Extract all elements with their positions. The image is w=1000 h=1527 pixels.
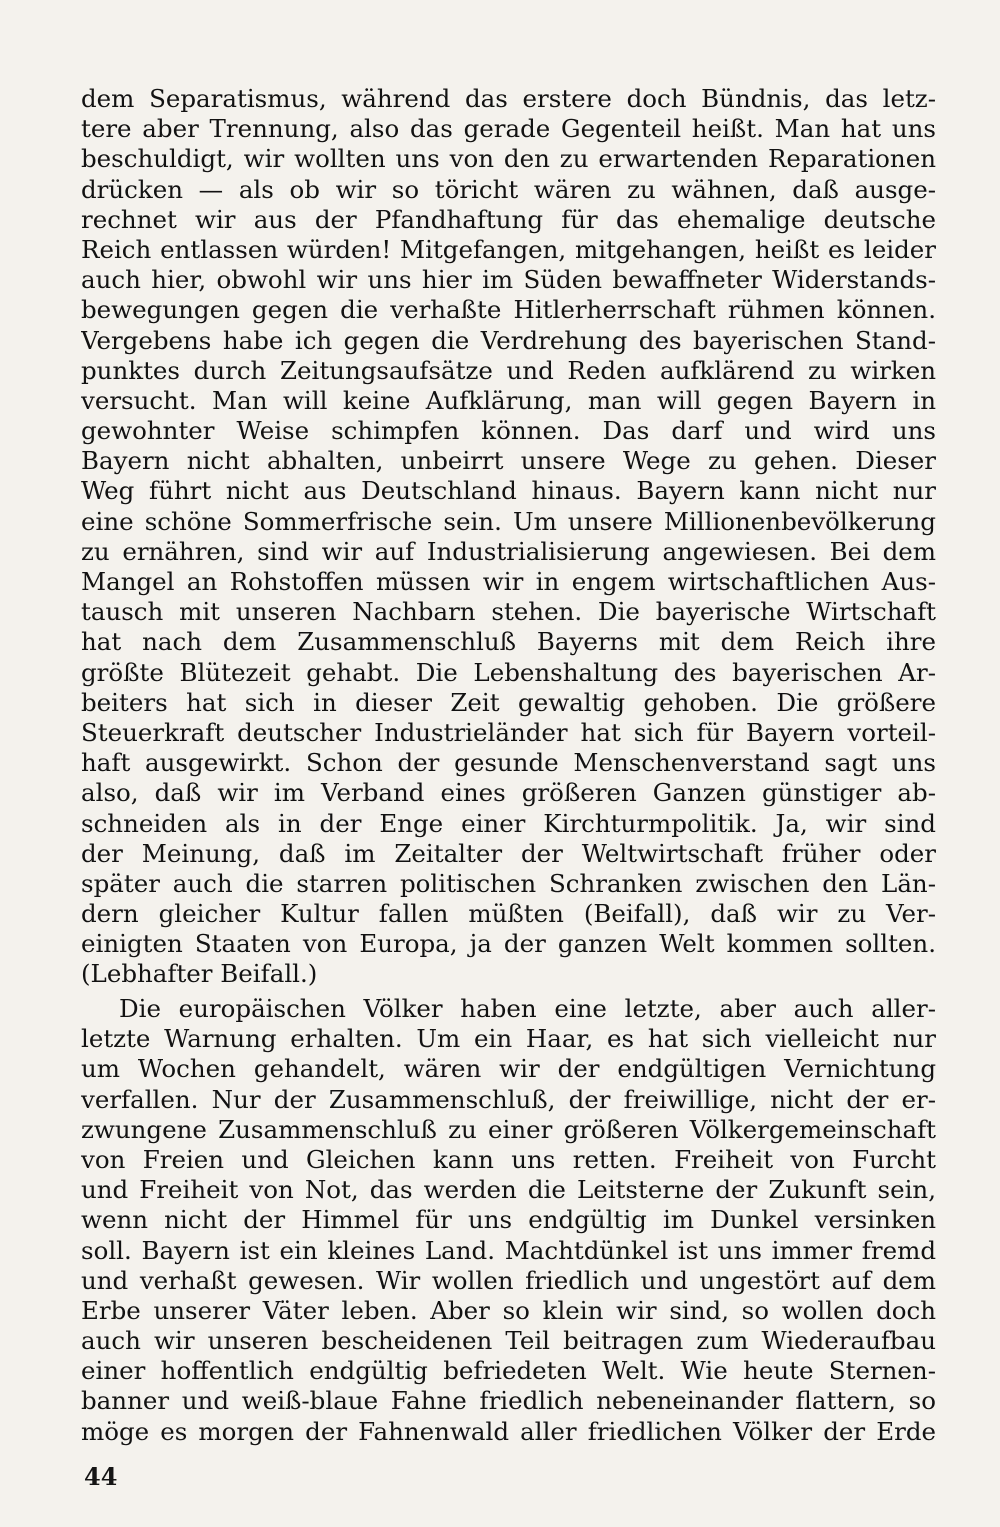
text-line: haft ausgewirkt. Schon der gesunde Menschenverstand sagt uns [81, 748, 936, 778]
text-line: einigten Staaten von Europa, ja der ganzen Welt kommen sollten. [81, 929, 936, 959]
text-line: tausch mit unseren Nachbarn stehen. Die bayerische Wirtschaft [81, 597, 936, 627]
text-line: Mangel an Rohstoffen müssen wir in engem wirtschaftlichen Aus- [81, 567, 936, 596]
text-line: soll. Bayern ist ein kleines Land. Machtdünkel ist uns immer fremd [81, 1235, 936, 1265]
text-line: zwungene Zusammenschluß zu einer größeren Völkergemeinschaft [81, 1114, 936, 1144]
text-line: auch wir unseren bescheidenen Teil beitragen zum Wiederaufbau [81, 1326, 936, 1356]
text-line: einer hoffentlich endgültig befriedeten Welt. Wie heute Sternen- [81, 1356, 936, 1386]
text-line: bewegungen gegen die verhaßte Hitlerherrschaft rühmen können. [81, 295, 936, 325]
text-line: wenn nicht der Himmel für uns endgültig im Dunkel versinken [81, 1205, 936, 1235]
text-line: beiters hat sich in dieser Zeit gewaltig gehoben. Die größere [81, 687, 936, 717]
text-line: verfallen. Nur der Zusammenschluß, der freiwillige, nicht der er- [81, 1084, 936, 1114]
text-line: dem Separatismus, während das erstere doch Bündnis, das letz- [81, 84, 936, 113]
text-line: später auch die starren politischen Schranken zwischen den Län- [81, 868, 936, 898]
text-line: der Meinung, daß im Zeitalter der Weltwirtschaft früher oder [81, 838, 936, 868]
text-line: punktes durch Zeitungsaufsätze und Reden aufklärend zu wirken [81, 355, 936, 385]
text-line: Weg führt nicht aus Deutschland hinaus. Bayern kann nicht nur [81, 476, 936, 506]
text-line: letzte Warnung erhalten. Um ein Haar, es hat sich vielleicht nur [81, 1024, 936, 1054]
text-line: auch hier, obwohl wir uns hier im Süden bewaffneter Widerstands- [81, 265, 936, 295]
text-line: Vergebens habe ich gegen die Verdrehung des bayerischen Stand- [81, 325, 936, 355]
text-line: möge es morgen der Fahnenwald aller friedlichen Völker der Erde [81, 1416, 936, 1446]
text-line: größte Blütezeit gehabt. Die Lebenshaltung des bayerischen Ar- [81, 657, 936, 687]
text-line: um Wochen gehandelt, wären wir der endgültigen Vernichtung [81, 1054, 936, 1084]
text-line: banner und weiß-blaue Fahne friedlich nebeneinander flattern, so [81, 1386, 936, 1416]
text-line: hat nach dem Zusammenschluß Bayerns mit dem Reich ihre [81, 627, 936, 657]
text-line: zu ernähren, sind wir auf Industrialisierung angewiesen. Bei dem [81, 536, 936, 566]
text-line: versucht. Man will keine Aufklärung, man will gegen Bayern in [81, 385, 936, 415]
text-line: Steuerkraft deutscher Industrieländer hat sich für Bayern vorteil- [81, 717, 936, 747]
text-line: also, daß wir im Verband eines größeren Ganzen günstiger ab- [81, 778, 936, 808]
text-line: Bayern nicht abhalten, unbeirrt unsere Wege zu gehen. Dieser [81, 446, 936, 476]
text-line: tere aber Trennung, also das gerade Gegenteil heißt. Man hat uns [81, 114, 936, 144]
text-line: drücken — als ob wir so töricht wären zu wähnen, daß ausge- [81, 174, 936, 204]
text-line: schneiden als in der Enge einer Kirchturmpolitik. Ja, wir sind [81, 808, 936, 838]
text-line: (Lebhafter Beifall.) [81, 959, 318, 989]
text-line: Erbe unserer Väter leben. Aber so klein wir sind, so wollen doch [81, 1295, 936, 1325]
paragraph-2 [81, 994, 936, 1447]
text-line: von Freien und Gleichen kann uns retten. Freiheit von Furcht [81, 1144, 936, 1174]
text-line: rechnet wir aus der Pfandhaftung für das ehemalige deutsche [81, 204, 936, 234]
text-line: gewohnter Weise schimpfen können. Das darf und wird uns [81, 416, 936, 446]
text-line: Die europäischen Völker haben eine letzte, aber auch aller- [119, 994, 936, 1023]
text-line: Reich entlassen würden! Mitgefangen, mitgehangen, heißt es leider [81, 234, 936, 264]
text-line: beschuldigt, wir wollten uns von den zu erwartenden Reparationen [81, 144, 936, 174]
text-line: dern gleicher Kultur fallen müßten (Beifall), daß wir zu Ver- [81, 899, 936, 929]
page-number: 44 [84, 1462, 118, 1491]
text-line: und verhaßt gewesen. Wir wollen friedlich und ungestört auf dem [81, 1265, 936, 1295]
text-line: und Freiheit von Not, das werden die Leitsterne der Zukunft sein, [81, 1175, 936, 1205]
text-line: eine schöne Sommerfrische sein. Um unsere Millionenbevölkerung [81, 506, 936, 536]
paragraph-1 [81, 84, 936, 990]
